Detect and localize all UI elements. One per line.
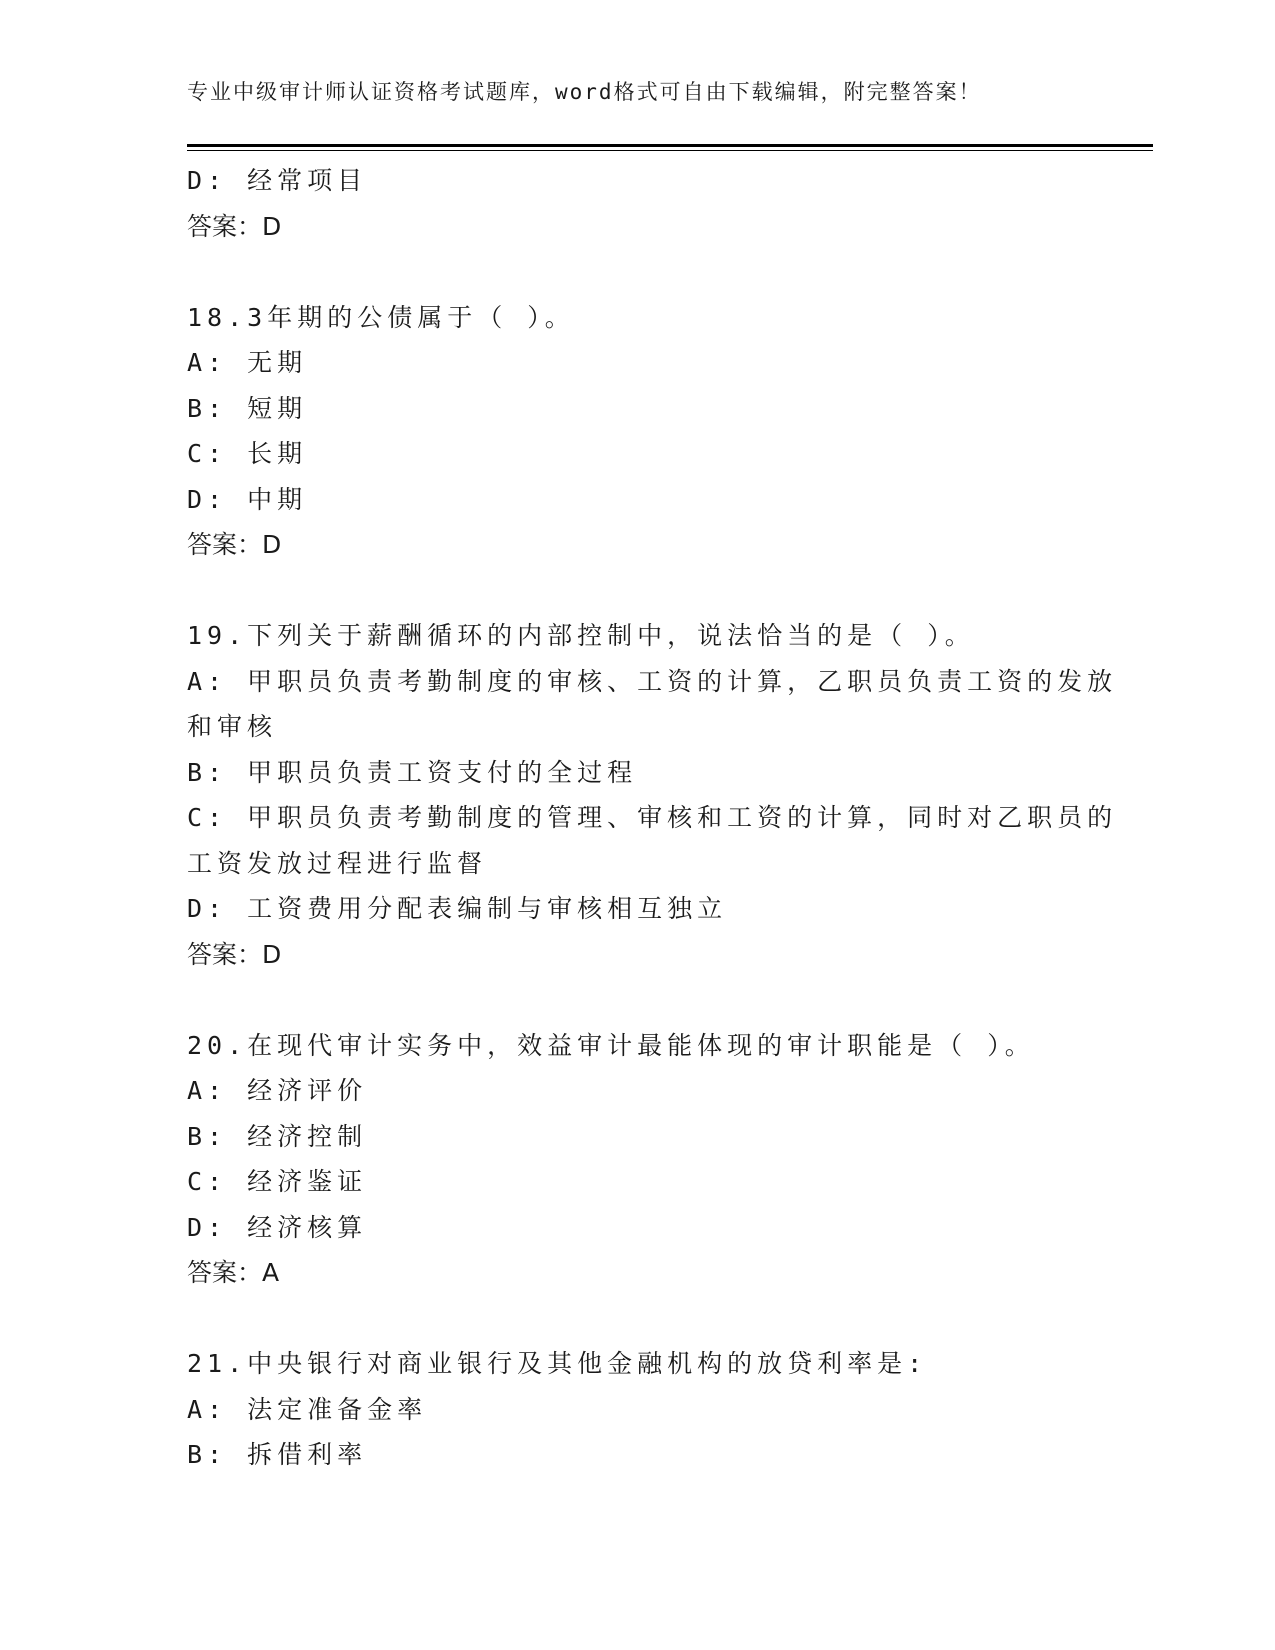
q20-option-b: B: 经济控制 <box>187 1121 368 1151</box>
q19-option-d: D: 工资费用分配表编制与审核相互独立 <box>187 894 728 923</box>
q21-option-b: B: 拆借利率 <box>187 1440 368 1469</box>
q18-option-d: D: 中期 <box>187 484 308 514</box>
q19-option-a-line1: A: 甲职员负责考勤制度的审核、工资的计算，乙职员负责工资的发放 <box>187 666 1118 696</box>
q20-answer: 答案：A <box>187 1258 280 1287</box>
q20-option-c: C: 经济鉴证 <box>187 1167 368 1196</box>
question-content <box>187 158 1118 1478</box>
page-header: 专业中级审计师认证资格考试题库，word格式可自由下载编辑，附完整答案！ <box>187 80 982 104</box>
q17-answer: 答案：D <box>187 211 282 241</box>
header-rule-thin <box>187 150 1153 151</box>
q19-option-b: B: 甲职员负责工资支付的全过程 <box>187 757 638 787</box>
spacer <box>187 1296 1087 1342</box>
spacer <box>187 568 1087 614</box>
spacer <box>187 977 1087 1023</box>
q18-option-b: B: 短期 <box>187 393 308 423</box>
q21-stem: 21.中央银行对商业银行及其他金融机构的放贷利率是: <box>187 1349 928 1378</box>
q20-stem: 20.在现代审计实务中，效益审计最能体现的审计职能是（ ）。 <box>187 1030 1035 1060</box>
q17-option-d: D: 经常项目 <box>187 166 368 195</box>
spacer <box>187 249 1087 295</box>
q18-option-c: C: 长期 <box>187 439 308 468</box>
q18-option-a: A: 无期 <box>187 348 308 377</box>
q18-answer: 答案：D <box>187 530 282 559</box>
q21-option-a: A: 法定准备金率 <box>187 1394 428 1424</box>
q19-answer: 答案：D <box>187 939 282 969</box>
q19-option-c-line1: C: 甲职员负责考勤制度的管理、审核和工资的计算，同时对乙职员的 <box>187 803 1118 832</box>
q19-option-c-line2: 工资发放过程进行监督 <box>187 848 488 878</box>
header-rule-thick <box>187 144 1153 147</box>
q19-option-a-line2: 和审核 <box>187 712 278 741</box>
q20-option-a: A: 经济评价 <box>187 1076 368 1105</box>
q18-stem: 18.3年期的公债属于（ ）。 <box>187 302 575 332</box>
q20-option-d: D: 经济核算 <box>187 1212 368 1242</box>
q19-stem: 19.下列关于薪酬循环的内部控制中，说法恰当的是（ ）。 <box>187 621 975 650</box>
